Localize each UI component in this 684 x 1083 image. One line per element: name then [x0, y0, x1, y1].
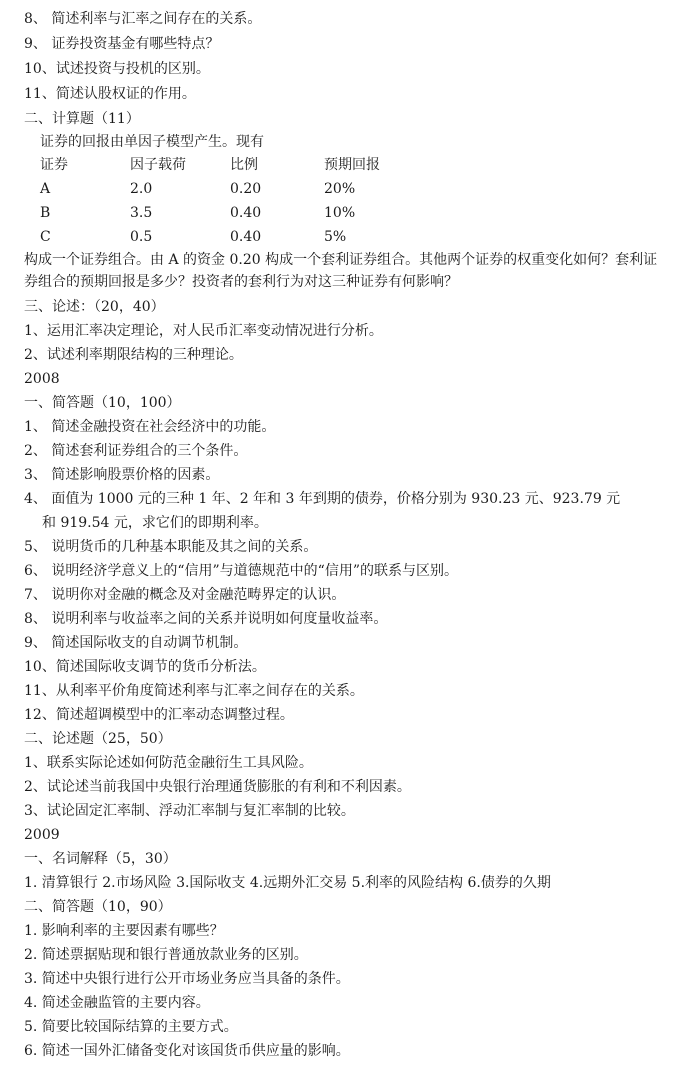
year-heading: 2008 — [24, 371, 60, 387]
table-header-cell: 预期回报 — [324, 157, 380, 173]
question-line: 1、运用汇率决定理论，对人民币汇率变动情况进行分析。 — [24, 323, 383, 339]
question-line: 12、简述超调模型中的汇率动态调整过程。 — [24, 707, 294, 723]
table-cell: 20% — [324, 181, 356, 197]
question-line: 5. 简要比较国际结算的主要方式。 — [24, 1019, 238, 1035]
table-cell: 5% — [324, 229, 347, 245]
table-cell: 0.20 — [230, 181, 262, 197]
section-heading: 二、简答题（10，90） — [24, 899, 172, 915]
table-cell: 2.0 — [130, 181, 153, 197]
table-header-cell: 因子载荷 — [130, 157, 186, 173]
question-line: 5、 说明货币的几种基本职能及其之间的关系。 — [24, 539, 318, 555]
question-line: 9、 简述国际收支的自动调节机制。 — [24, 635, 248, 651]
question-line-continued: 和 919.54 元，求它们的即期利率。 — [42, 515, 268, 531]
table-cell: 0.40 — [230, 205, 262, 221]
question-line: 11、简述认股权证的作用。 — [24, 86, 196, 102]
section-heading: 一、简答题（10，100） — [24, 395, 181, 411]
question-line: 2、试述利率期限结构的三种理论。 — [24, 347, 243, 363]
securities-table — [40, 156, 460, 252]
section-heading: 三、论述：（20，40） — [24, 299, 165, 315]
table-cell: 10% — [324, 205, 356, 221]
terms-line: 1. 清算银行 2.市场风险 3.国际收支 4.远期外汇交易 5.利率的风险结构 6.债券的久期 — [24, 875, 551, 891]
question-line: 3、 简述影响股票价格的因素。 — [24, 467, 220, 483]
question-line: 6、 说明经济学意义上的“信用”与道德规范中的“信用”的联系与区别。 — [24, 563, 458, 579]
question-line: 9、 证券投资基金有哪些特点？ — [24, 36, 220, 52]
table-cell: 0.5 — [130, 229, 153, 245]
table-cell: 3.5 — [130, 205, 153, 221]
question-line: 2. 简述票据贴现和银行普通放款业务的区别。 — [24, 947, 308, 963]
table-header-cell: 比例 — [230, 157, 258, 173]
problem-paragraph: 构成一个证券组合。由 A 的资金 0.20 构成一个套利证券组合。其他两个证券的权重变化如何？套利证券组合的预期回报是多少？投资者的套利行为对这三种证券有何影响？ — [24, 252, 658, 290]
table-header-cell: 证券 — [40, 157, 68, 173]
question-line: 3、试论固定汇率制、浮动汇率制与复汇率制的比较。 — [24, 803, 355, 819]
question-line: 7、 说明你对金融的概念及对金融范畴界定的认识。 — [24, 587, 346, 603]
question-line: 1、 简述金融投资在社会经济中的功能。 — [24, 419, 276, 435]
question-line: 10、试述投资与投机的区别。 — [24, 61, 210, 77]
question-line: 11、从利率平价角度简述利率与汇率之间存在的关系。 — [24, 683, 364, 699]
question-line: 8、 说明利率与收益率之间的关系并说明如何度量收益率。 — [24, 611, 388, 627]
question-line: 1、联系实际论述如何防范金融衍生工具风险。 — [24, 755, 313, 771]
table-row — [40, 204, 460, 228]
problem-intro: 证券的回报由单因子模型产生。现有 — [40, 134, 264, 150]
question-line: 8、 简述利率与汇率之间存在的关系。 — [24, 11, 262, 27]
section-heading: 一、名词解释（5，30） — [24, 851, 177, 867]
question-line: 2、 简述套利证券组合的三个条件。 — [24, 443, 248, 459]
section-heading: 二、论述题（25，50） — [24, 731, 172, 747]
table-cell: A — [40, 181, 51, 197]
year-heading: 2009 — [24, 827, 60, 843]
table-header-row — [40, 156, 460, 180]
question-line: 10、简述国际收支调节的货币分析法。 — [24, 659, 266, 675]
question-line: 4. 简述金融监管的主要内容。 — [24, 995, 210, 1011]
section-heading: 二、计算题（11） — [24, 111, 140, 127]
question-line: 6. 简述一国外汇储备变化对该国货币供应量的影响。 — [24, 1043, 350, 1059]
table-row — [40, 180, 460, 204]
question-line: 4、 面值为 1000 元的三种 1 年、2 年和 3 年到期的债券，价格分别为 930.23 元、923.79 元 — [24, 491, 621, 507]
table-cell: B — [40, 205, 51, 221]
question-line: 2、试论述当前我国中央银行治理通货膨胀的有利和不利因素。 — [24, 779, 411, 795]
table-cell: 0.40 — [230, 229, 262, 245]
question-line: 3. 简述中央银行进行公开市场业务应当具备的条件。 — [24, 971, 350, 987]
table-cell: C — [40, 229, 51, 245]
question-line: 1. 影响利率的主要因素有哪些？ — [24, 923, 224, 939]
